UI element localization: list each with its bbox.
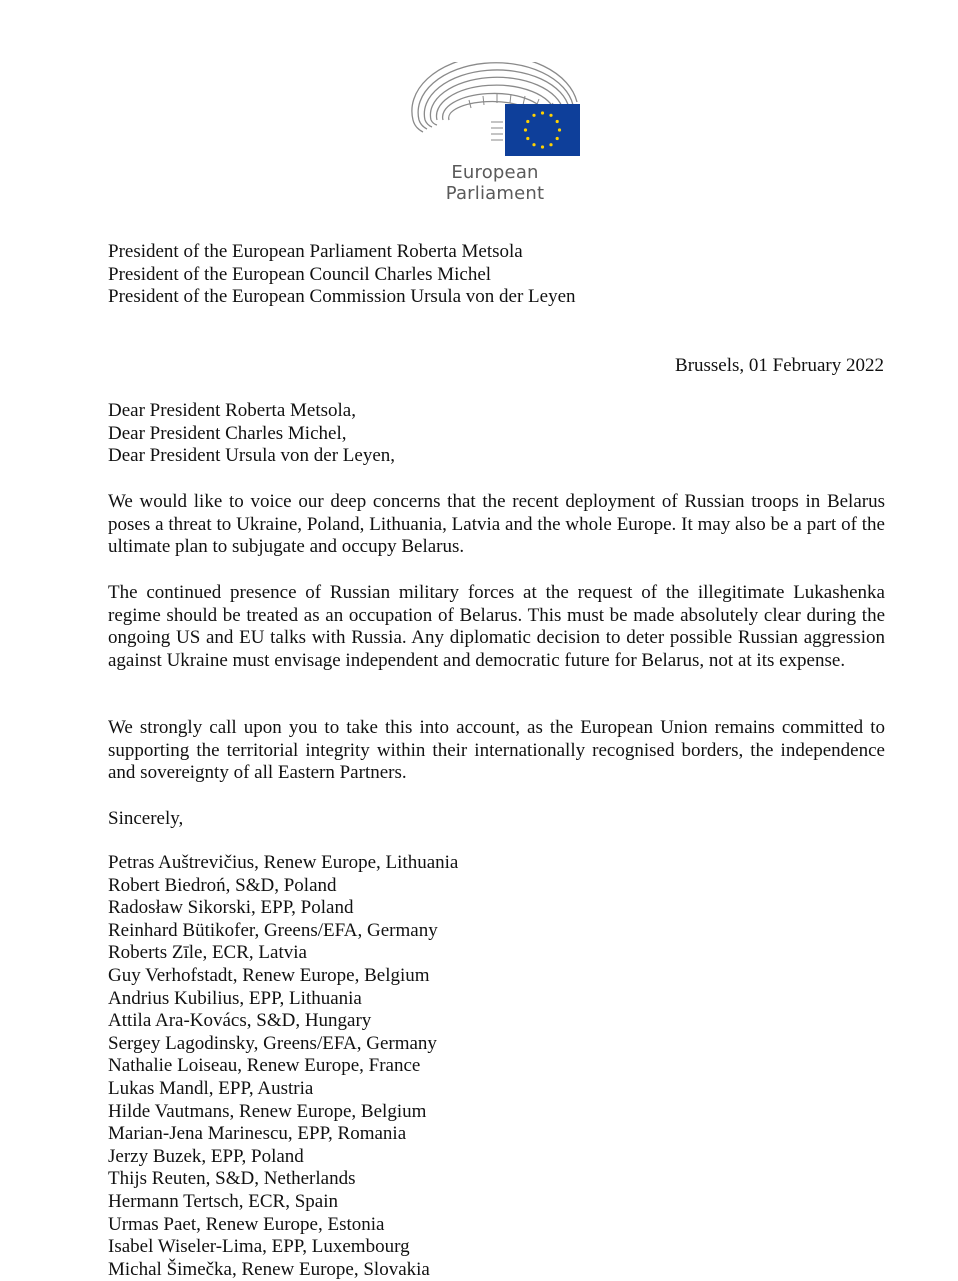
- signatory-line: Petras Auštrevičius, Renew Europe, Lithuania: [108, 852, 459, 873]
- signatory-line: Hilde Vautmans, Renew Europe, Belgium: [108, 1100, 427, 1122]
- signatory-line: Sergey Lagodinsky, Greens/EFA, Germany: [108, 1032, 437, 1054]
- signatory-line: Urmas Paet, Renew Europe, Estonia: [108, 1213, 385, 1235]
- salutation-line: Dear President Roberta Metsola,: [108, 400, 356, 421]
- signatory-line: Guy Verhofstadt, Renew Europe, Belgium: [108, 964, 430, 986]
- signatory-line: Isabel Wiseler-Lima, EPP, Luxembourg: [108, 1236, 410, 1258]
- salutation-line: Dear President Charles Michel,: [108, 422, 347, 444]
- addressee-line: President of the European Commission Ursula von der Leyen: [108, 286, 576, 308]
- signatory-line: Reinhard Bütikofer, Greens/EFA, Germany: [108, 919, 438, 941]
- body-paragraph: We would like to voice our deep concerns that the recent deployment of Russian troops in Belarus poses a threat to Ukraine, Poland, Lithuania, Latvia and the whole Europe. It may also be a part of the ultimate plan to subjugate and occupy Belarus.: [108, 491, 885, 558]
- signatory-line: Hermann Tertsch, ECR, Spain: [108, 1190, 338, 1212]
- hemicycle-flag-icon: [405, 62, 585, 162]
- signatory-line: Lukas Mandl, EPP, Austria: [108, 1077, 314, 1099]
- signatory-line: Andrius Kubilius, EPP, Lithuania: [108, 987, 362, 1009]
- logo-text: European Parliament: [445, 162, 545, 204]
- signatory-line: Jerzy Buzek, EPP, Poland: [108, 1145, 304, 1167]
- body-paragraph: We strongly call upon you to take this into account, as the European Union remains committed to supporting the territorial integrity within their internationally recognised borders, the independence and sovereignty of all Eastern Partners.: [108, 717, 885, 784]
- signatory-line: Marian-Jena Marinescu, EPP, Romania: [108, 1123, 407, 1145]
- addressee-line: President of the European Parliament Roberta Metsola: [108, 241, 523, 262]
- signatory-list: [108, 852, 458, 1281]
- addressee-line: President of the European Council Charles Michel: [108, 263, 492, 285]
- letter-date: Brussels, 01 February 2022: [675, 355, 884, 376]
- signatory-line: Thijs Reuten, S&D, Netherlands: [108, 1168, 356, 1190]
- signatory-line: Attila Ara-Kovács, S&D, Hungary: [108, 1010, 372, 1032]
- signatory-line: Michal Šimečka, Renew Europe, Slovakia: [108, 1258, 430, 1280]
- signatory-line: Nathalie Loiseau, Renew Europe, France: [108, 1055, 421, 1077]
- salutation-line: Dear President Ursula von der Leyen,: [108, 445, 396, 467]
- closing: Sincerely,: [108, 808, 184, 829]
- signatory-line: Robert Biedroń, S&D, Poland: [108, 874, 337, 896]
- signatory-line: Roberts Zīle, ECR, Latvia: [108, 942, 307, 964]
- salutation-block: [108, 400, 395, 468]
- body-paragraph: The continued presence of Russian military forces at the request of the illegitimate Lukashenka regime should be treated as an occupation of Belarus. This must be made absolutely clear during the ongoing US and EU talks with Russia. Any diplomatic decision to deter possible Russian aggression against Ukraine must envisage independent and democratic future for Belarus, not at its expense.: [108, 582, 885, 671]
- signatory-line: Radosław Sikorski, EPP, Poland: [108, 897, 354, 919]
- european-parliament-logo: [405, 62, 595, 204]
- addressee-block: [108, 241, 576, 309]
